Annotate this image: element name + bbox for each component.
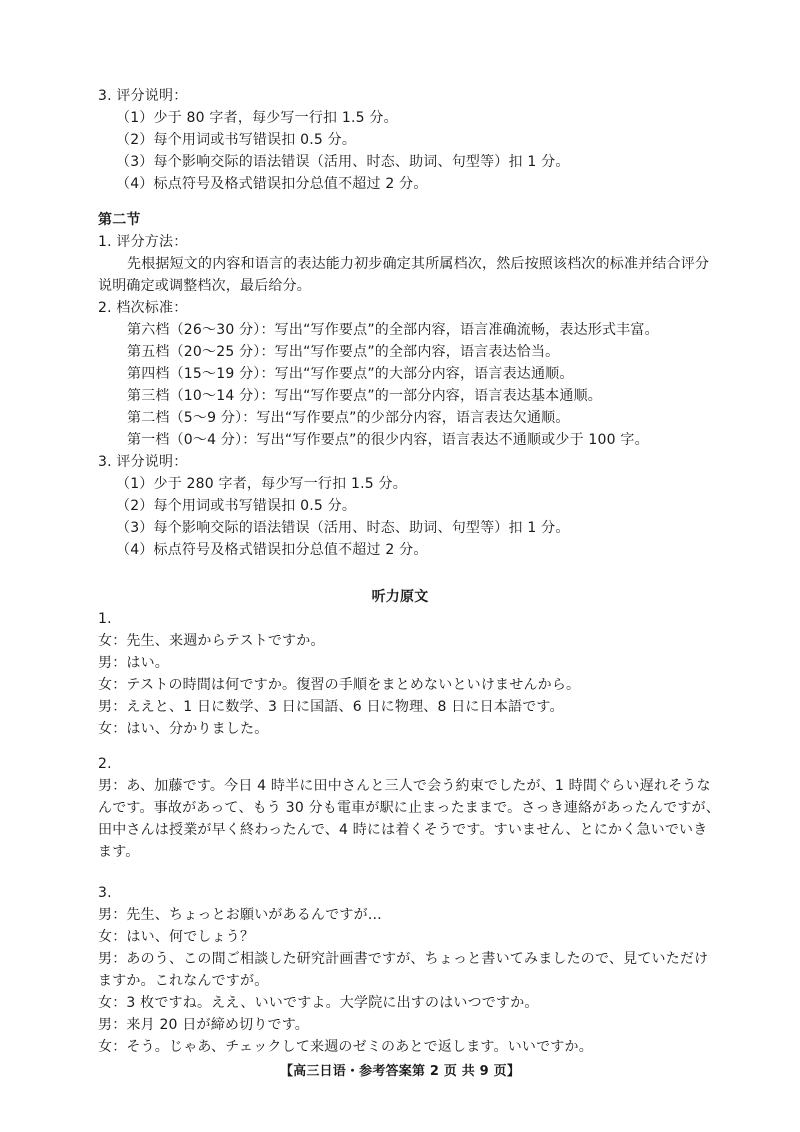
question-number: 1.	[98, 611, 112, 627]
page-footer: 【高三日语・参考答案第 2 页 共 9 页】	[279, 1064, 521, 1079]
section2-title: 第二节	[98, 212, 141, 228]
dialogue-line: ます。	[98, 844, 140, 860]
dialogue-line: 男：来月 20 日が締め切りです。	[98, 1017, 309, 1033]
dialogue-line: 男：ええと、1 日に数学、3 日に国語、6 日に物理、8 日に日本語です。	[98, 699, 564, 715]
dialogue-line: 男：あ、加藤です。今日 4 時半に田中さんと三人で会う約束でしたが、1 時間ぐらい遅れそうな	[98, 778, 711, 794]
section1-scoring-item: （2）每个用词或书写错误扣 0.5 分。	[116, 132, 357, 148]
listening-title: 听力原文	[371, 589, 429, 605]
dialogue-line: 田中さんは授業が早く終わったんで、4 時には着くそうです。すいません、とにかく急いでいき	[98, 822, 708, 838]
method-text: 说明确定或调整档次，最后给分。	[98, 278, 311, 294]
section2-scoring-item: （2）每个用词或书写错误扣 0.5 分。	[116, 498, 357, 514]
section2-scoring-heading: 3. 评分说明：	[98, 454, 188, 470]
level-item: 第三档（10～14 分）：写出“写作要点”的一部分内容，语言表达基本通顺。	[127, 388, 602, 404]
dialogue-line: 女：テストの時間は何ですか。復習の手順をまとめないといけませんから。	[98, 677, 581, 693]
level-item: 第一档（0～4 分）：写出“写作要点”的很少内容，语言表达不通顺或少于 100 字。	[127, 432, 649, 448]
dialogue-line: 女：3 枚ですね。ええ、いいですよ。大学院に出すのはいつですか。	[98, 995, 539, 1011]
level-item: 第二档（5～9 分）：写出“写作要点”的少部分内容，语言表达欠通顺。	[127, 410, 570, 426]
level-item: 第六档（26～30 分）：写出“写作要点”的全部内容，语言准确流畅，表达形式丰富。	[127, 322, 659, 338]
level-item: 第五档（20～25 分）：写出“写作要点”的全部内容，语言表达恰当。	[127, 344, 560, 360]
method-heading: 1. 评分方法：	[98, 234, 188, 250]
section1-scoring-item: （1）少于 80 字者，每少写一行扣 1.5 分。	[116, 110, 398, 126]
section1-scoring-item: （3）每个影响交际的语法错误（活用、时态、助词、句型等）扣 1 分。	[116, 154, 570, 170]
dialogue-line: ますか。これなんですが。	[98, 973, 269, 989]
level-item: 第四档（15～19 分）：写出“写作要点”的大部分内容，语言表达通顺。	[127, 366, 574, 382]
dialogue-line: んです。事故があって、もう 30 分も電車が駅に止まったままで。さっき連絡があったんですが、	[98, 800, 720, 816]
question-number: 3.	[98, 885, 112, 901]
section2-scoring-item: （1）少于 280 字者，每少写一行扣 1.5 分。	[116, 476, 407, 492]
section2-scoring-item: （4）标点符号及格式错误扣分总值不超过 2 分。	[116, 542, 428, 558]
method-text: 先根据短文的内容和语言的表达能力初步确定其所属档次，然后按照该档次的标准并结合评分	[127, 256, 710, 272]
question-number: 2.	[98, 756, 112, 772]
dialogue-line: 女：そう。じゃあ、チェックして来週のゼミのあとで返します。いいですか。	[98, 1039, 593, 1055]
dialogue-line: 男：はい。	[98, 655, 169, 671]
section1-scoring-item: （4）标点符号及格式错误扣分总值不超过 2 分。	[116, 176, 428, 192]
dialogue-line: 女：先生、来週からテストですか。	[98, 633, 325, 649]
section1-scoring-heading: 3. 评分说明：	[98, 88, 188, 104]
standard-heading: 2. 档次标准：	[98, 300, 188, 316]
section2-scoring-item: （3）每个影响交际的语法错误（活用、时态、助词、句型等）扣 1 分。	[116, 520, 570, 536]
dialogue-line: 女：はい、何でしょう？	[98, 929, 255, 945]
dialogue-line: 男：あのう、この間ご相談した研究計画書ですが、ちょっと書いてみましたので、見ていただけ	[98, 951, 709, 967]
dialogue-line: 男：先生、ちょっとお願いがあるんですが…	[98, 907, 382, 923]
dialogue-line: 女：はい、分かりました。	[98, 721, 269, 737]
